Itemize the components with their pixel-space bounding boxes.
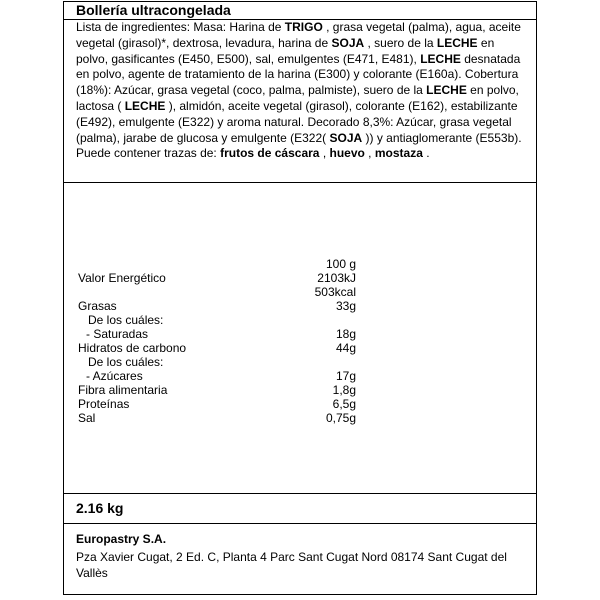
product-title: Bollería ultracongelada bbox=[76, 2, 231, 18]
allergen-text: huevo bbox=[329, 146, 365, 161]
nutrition-label: Valor Energético bbox=[78, 271, 166, 285]
ingredients-list bbox=[76, 20, 526, 162]
weight-divider bbox=[63, 523, 537, 524]
nutrition-value: 2103kJ bbox=[317, 271, 356, 285]
allergen-text: mostaza bbox=[374, 146, 423, 161]
nutrition-value: 1,8g bbox=[332, 383, 356, 397]
nutrition-label: Grasas bbox=[78, 299, 117, 313]
ingredient-text: ), almidón, aceite vegetal (girasol), colorante (E162), estabilizante (E492), emulgente (E322) y aroma natural. Decorado 8,3%: Azúcar, grasa vegetal (palma), jarabe de glucosa y emulgente (E322( bbox=[76, 98, 518, 145]
company-name: Europastry S.A. bbox=[76, 532, 167, 546]
allergen-text: LECHE bbox=[426, 83, 467, 98]
nutrition-label: Fibra alimentaria bbox=[78, 383, 168, 397]
nutrition-label: Hidratos de carbono bbox=[78, 341, 187, 355]
allergen-text: SOJA bbox=[331, 35, 365, 50]
ingredient-text: . bbox=[422, 146, 430, 161]
ingredient-text: en polvo, lactosa ( bbox=[76, 83, 519, 113]
nutrition-label: - Azúcares bbox=[86, 369, 143, 383]
ingredient-text: Lista de ingredientes: Masa: Harina de bbox=[76, 20, 285, 34]
allergen-text: TRIGO bbox=[284, 20, 323, 34]
nutrition-value: 33g bbox=[335, 299, 356, 313]
allergen-text: LECHE bbox=[124, 98, 166, 113]
ingredient-text: , grasa vegetal (palma), agua, aceite vegetal (girasol)*, dextrosa, levadura, harina de bbox=[76, 20, 521, 50]
nutrition-label: Proteínas bbox=[78, 397, 130, 411]
nutrition-value: 44g bbox=[335, 341, 356, 355]
allergen-text: LECHE bbox=[436, 35, 478, 50]
allergen-text: LECHE bbox=[420, 51, 461, 66]
nutrition-label: Sal bbox=[78, 411, 96, 425]
nutrition-divider bbox=[63, 493, 537, 494]
allergen-text: frutos de cáscara bbox=[220, 146, 320, 161]
nutrition-value: 17g bbox=[335, 369, 356, 383]
nutrition-label: De los cuáles: bbox=[88, 313, 164, 327]
ingredient-text: )) y antiaglomerante (E553b). Puede contener trazas de: bbox=[76, 130, 522, 161]
ingredient-text: en polvo, gasificantes (E450, E500), sal, emulgentes (E471, E481), bbox=[76, 35, 495, 66]
ingredient-text: , suero de la bbox=[364, 35, 437, 50]
nutrition-value: 0,75g bbox=[325, 411, 356, 425]
net-weight: 2.16 kg bbox=[76, 500, 124, 516]
allergen-text: SOJA bbox=[329, 130, 363, 145]
nutrition-header: 100 g bbox=[325, 257, 356, 271]
nutrition-value: 18g bbox=[335, 327, 356, 341]
nutrition-label: De los cuáles: bbox=[88, 355, 164, 369]
nutrition-label: - Saturadas bbox=[86, 327, 149, 341]
nutrition-value: 503kcal bbox=[314, 285, 356, 299]
company-address: Pza Xavier Cugat, 2 Ed. C, Planta 4 Parc Sant Cugat Nord 08174 Sant Cugat del Vallès bbox=[76, 550, 507, 580]
ingredient-text: desnatada en polvo, agente de tratamiento de la harina (E300) y colorante (E160a). Cobertura (18%): Azúcar, grasa vegetal (coco, palma, palmiste), suero de la bbox=[76, 51, 521, 98]
ingredients-divider bbox=[63, 182, 537, 183]
ingredient-text: , bbox=[319, 146, 330, 161]
nutrition-value: 6,5g bbox=[332, 397, 356, 411]
ingredient-text: , bbox=[364, 146, 375, 161]
